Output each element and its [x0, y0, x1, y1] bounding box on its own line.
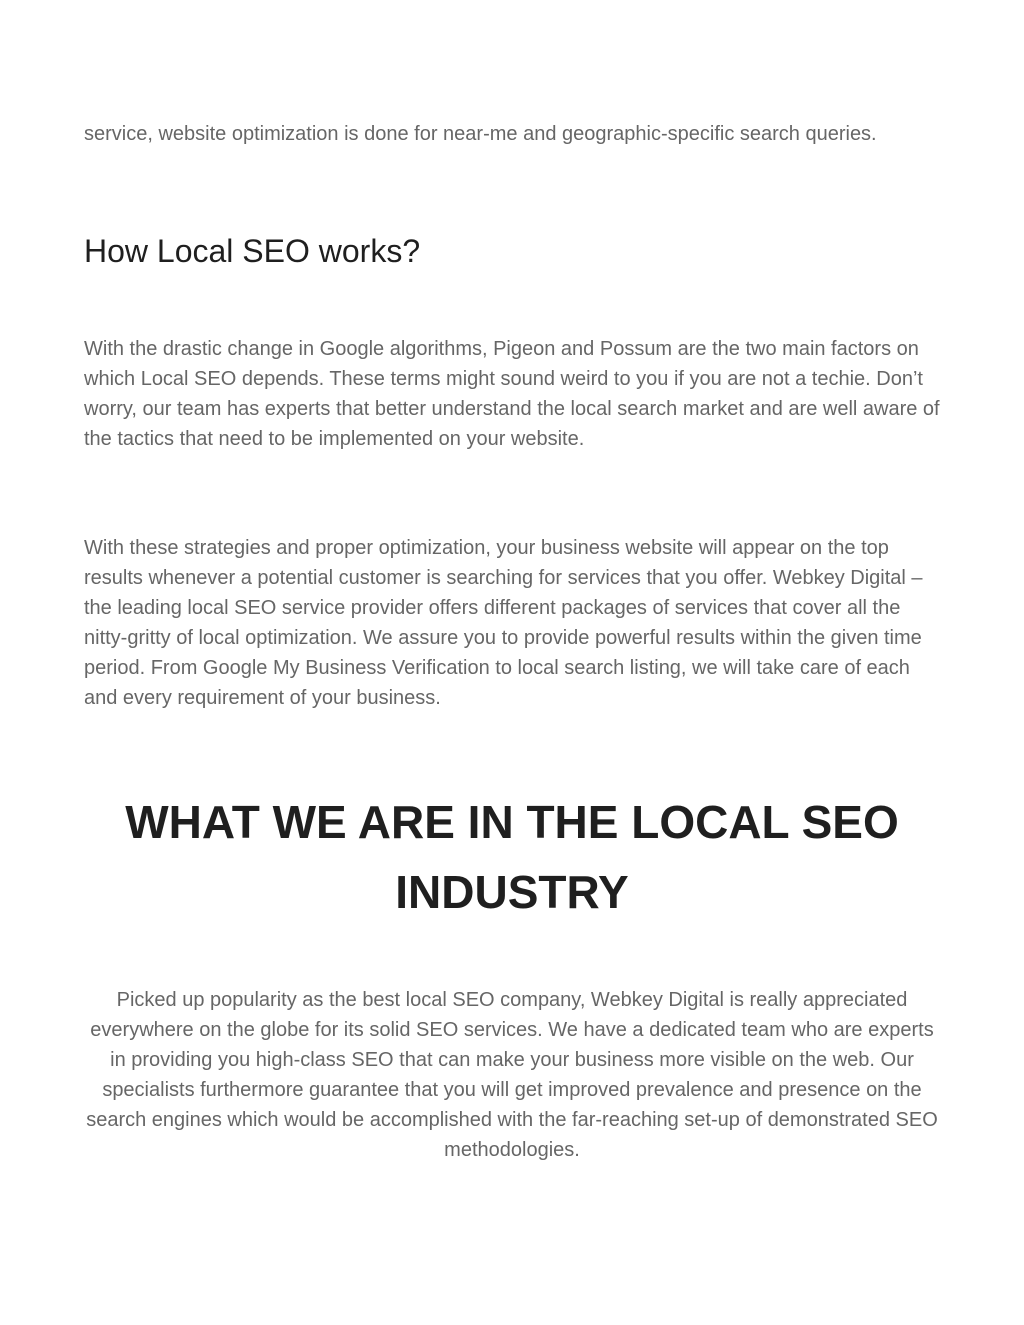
- what-we-are-heading: WHAT WE ARE IN THE LOCAL SEO INDUSTRY: [125, 796, 899, 918]
- how-local-seo-paragraph-1: With the drastic change in Google algorithms, Pigeon and Possum are the two main factors on which Local SEO depends. These terms might sound weird to you if you are not a techie. Don’t worry, our team has experts that better understand the local search market and are well aware of the tactics that need to be implemented on your website.: [84, 338, 940, 450]
- what-we-are-paragraph: Picked up popularity as the best local SEO company, Webkey Digital is really appreciated everywhere on the globe for its solid SEO services. We have a dedicated team who are experts in providing you high-class SEO that can make your business more visible on the web. Our specialists furthermore guarantee that you will get improved prevalence and presence on the search engines which would be accomplished with the far-reaching set-up of demonstrated SEO methodologies.: [86, 989, 938, 1161]
- how-local-seo-heading: How Local SEO works?: [84, 233, 421, 269]
- how-local-seo-paragraph-2: With these strategies and proper optimization, your business website will appear on the top results whenever a potential customer is searching for services that you offer. Webkey Digital – the leading local SEO service provider offers different packages of services that cover all the nitty-gritty of local optimization. We assure you to provide powerful results within the given time period. From Google My Business Verification to local search listing, we will take care of each and every requirement of your business.: [84, 537, 923, 709]
- intro-continuation-paragraph: service, website optimization is done for near-me and geographic-specific search queries.: [84, 123, 877, 145]
